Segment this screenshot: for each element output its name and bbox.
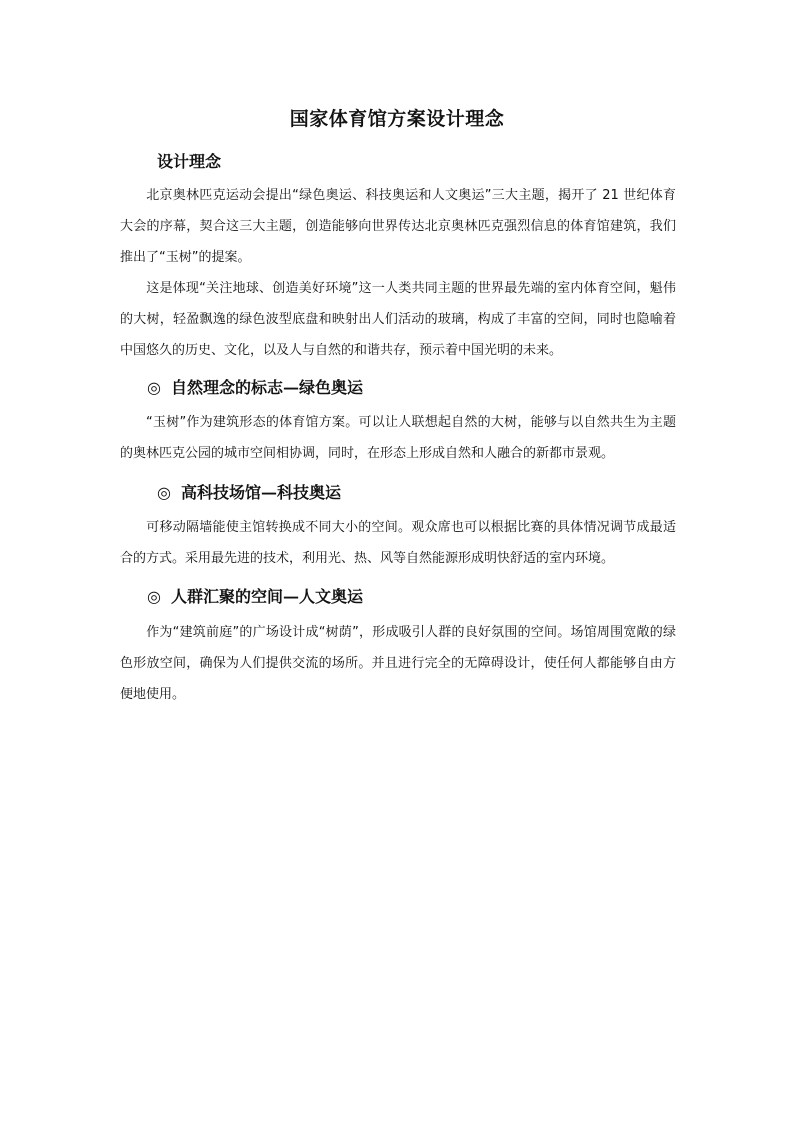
paragraph-jade-tree: [120, 407, 676, 469]
paragraph-text: “玉树”作为建筑形态的体育馆方案。可以让人联想起自然的大树，能够与以自然共生为主题的奥林匹克公园的城市空间相协调，同时，在形态上形成自然和人融合的新都市景观。: [120, 415, 676, 461]
document-title: 国家体育馆方案设计理念: [289, 108, 505, 130]
paragraph-text: 作为“建筑前庭”的广场设计成“树荫”，形成吸引人群的良好氛围的空间。场馆周围宽敞的绿色形放空间，确保为人们提供交流的场所。并且进行完全的无障碍设计，使任何人都能够自由方便地使用。: [120, 625, 676, 702]
heading-text: 人群汇聚的空间—人文奥运: [170, 587, 363, 606]
bullet-circle-icon: ◎: [147, 378, 161, 397]
paragraph-forecourt: [120, 617, 676, 710]
paragraph-text: 可移动隔墙能使主馆转换成不同大小的空间。观众席也可以根据比赛的具体情况调节成最适合的方式。采用最先进的技术，利用光、热、风等自然能源形成明快舒适的室内环境。: [120, 520, 676, 566]
heading-text: 自然理念的标志—绿色奥运: [170, 378, 363, 397]
paragraph-text: 这是体现“关注地球、创造美好环境”这一人类共同主题的世界最先端的室内体育空间，魁伟的大树，轻盈飘逸的绿色波型底盘和映射出人们活动的玻璃，构成了丰富的空间，同时也隐喻着中国悠久的历史、文化，以及人与自然的和谐共存，预示着中国光明的未来。: [120, 281, 676, 358]
heading-text: 高科技场馆—科技奥运: [180, 483, 341, 502]
paragraph-olympic-themes: [120, 180, 676, 273]
paragraph-movable-walls: [120, 512, 676, 574]
heading-tech-olympics: [157, 480, 341, 503]
bullet-circle-icon: ◎: [147, 587, 161, 606]
bullet-circle-icon: ◎: [157, 483, 171, 502]
paragraph-indoor-space: [120, 273, 676, 366]
paragraph-text: 北京奥林匹克运动会提出“绿色奥运、科技奥运和人文奥运”三大主题，揭开了 21 世纪体育大会的序幕，契合这三大主题，创造能够向世界传达北京奥林匹克强烈信息的体育馆建筑，我们推出了“玉树”的提案。: [120, 188, 676, 265]
heading-people-olympics: [147, 584, 363, 607]
heading-design-concept: 设计理念: [157, 152, 222, 171]
heading-green-olympics: [147, 375, 363, 398]
